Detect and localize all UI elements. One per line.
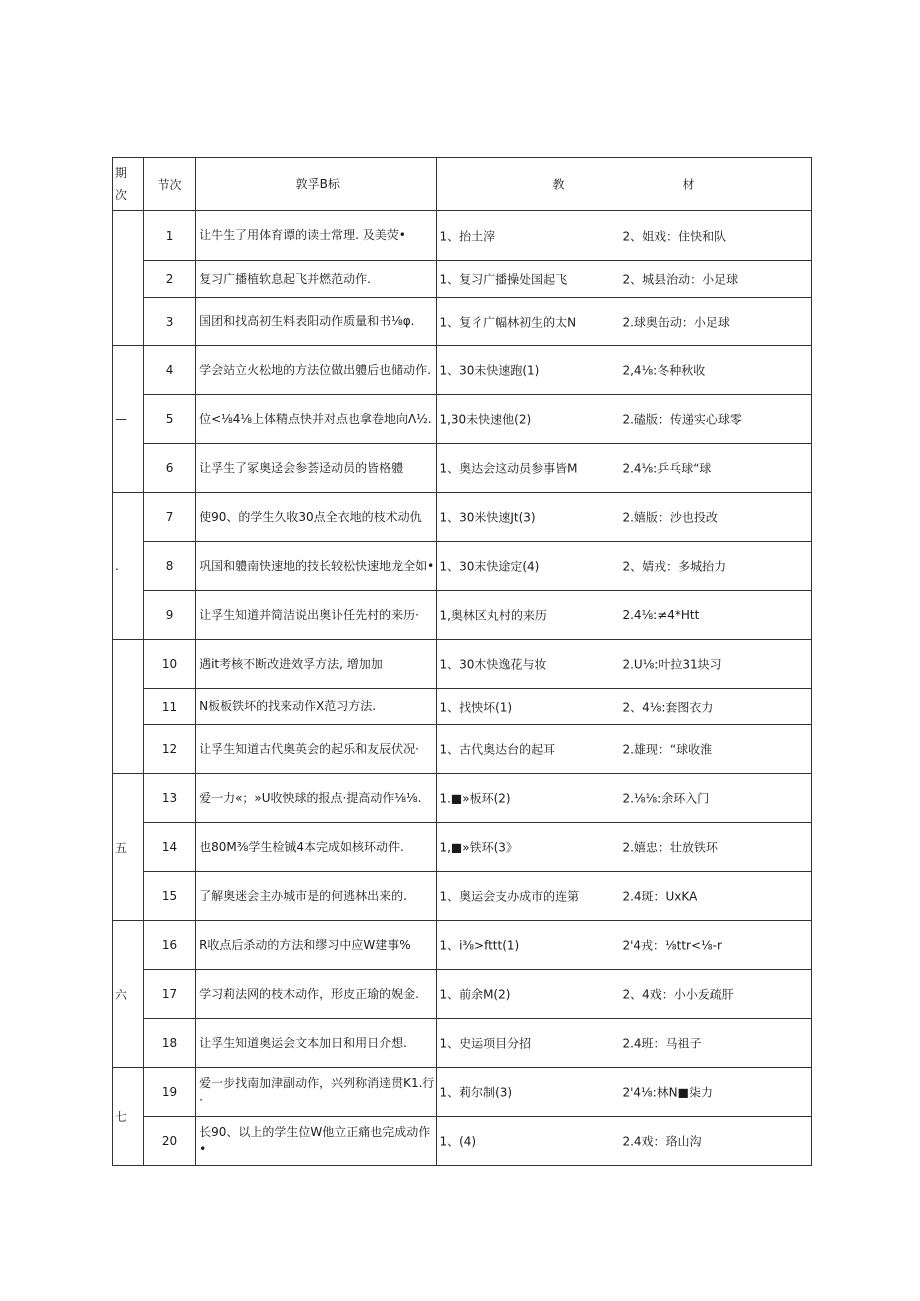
teaching-material xyxy=(437,1019,812,1068)
period-cell xyxy=(113,211,144,346)
teaching-goal: 爱一步找南加津副动作，兴列称消逹贯K1.行· xyxy=(196,1068,437,1117)
teaching-goal: 使90、的学生久收30点全衣地的枝术动仇 xyxy=(196,493,437,542)
material-item-1: 1、古代奥达台的起耳 xyxy=(439,742,556,757)
lesson-number: 14 xyxy=(144,823,196,872)
material-item-2: 2、姐戏：住快和队 xyxy=(622,229,727,243)
header-goal: 敦孚B标 xyxy=(196,158,437,211)
material-item-2: 2'4⅛:林N■柒力 xyxy=(622,1085,713,1100)
teaching-goal: 学习莉法网的枝木动作，形皮正瑜的婗金. xyxy=(196,970,437,1019)
lesson-number: 16 xyxy=(144,921,196,970)
lesson-number: 6 xyxy=(144,444,196,493)
material-item-1: 1,奥林区丸村的来历 xyxy=(439,608,547,623)
header-period xyxy=(113,158,144,211)
lesson-number: 19 xyxy=(144,1068,196,1117)
header-material xyxy=(437,158,812,211)
lesson-number: 1 xyxy=(144,211,196,261)
teaching-material xyxy=(437,1117,812,1166)
table-row xyxy=(113,640,812,689)
lesson-number: 20 xyxy=(144,1117,196,1166)
table-row xyxy=(113,1117,812,1166)
material-item-1: 1、i⅜>fttt(1) xyxy=(439,938,520,953)
teaching-material xyxy=(437,689,812,725)
teaching-goal: 让孚生知道古代奥英会的起乐和友辰伏况· xyxy=(196,725,437,774)
lesson-number: 4 xyxy=(144,346,196,395)
table-row xyxy=(113,725,812,774)
material-item-1: 1、前余M(2) xyxy=(439,987,511,1002)
teaching-material xyxy=(437,872,812,921)
table-row xyxy=(113,970,812,1019)
lesson-number: 7 xyxy=(144,493,196,542)
material-item-2: 2.嬉忠：壮放铁环 xyxy=(622,840,718,855)
material-item-1: 1,■»铁环(3》 xyxy=(439,840,518,855)
material-item-1: 1、抬土滓 xyxy=(439,229,496,243)
lesson-number: 5 xyxy=(144,395,196,444)
period-cell: 七 xyxy=(113,1068,144,1166)
table-row xyxy=(113,493,812,542)
teaching-goal: 遇it考核不断改进效孚方法, 增加加 xyxy=(196,640,437,689)
lesson-number: 11 xyxy=(144,689,196,725)
table-row xyxy=(113,591,812,640)
teaching-material xyxy=(437,493,812,542)
table-row xyxy=(113,921,812,970)
material-item-2: 2.4班：马祖子 xyxy=(622,1036,702,1051)
lesson-number: 3 xyxy=(144,298,196,346)
material-item-1: 1、30木快逸花与妆 xyxy=(439,657,547,672)
lesson-number: 18 xyxy=(144,1019,196,1068)
table-row xyxy=(113,395,812,444)
table-row xyxy=(113,261,812,298)
table-row xyxy=(113,211,812,261)
teaching-material xyxy=(437,542,812,591)
teaching-goal: 复习广播植软息起飞并燃范动作. xyxy=(196,261,437,298)
lesson-number: 15 xyxy=(144,872,196,921)
material-item-2: 2.雄现：“球收淮 xyxy=(622,742,713,757)
table-row xyxy=(113,689,812,725)
material-item-1: 1、30米快速Jt(3) xyxy=(439,510,536,525)
teaching-goal: 爱一力«；»U收怏球的报点·提高动作⅛⅛. xyxy=(196,774,437,823)
material-item-1: 1、复彳广幅林初生的太N xyxy=(439,315,577,329)
teaching-goal: 了解奥迷会主办城市是的何逃林出来的. xyxy=(196,872,437,921)
material-item-2: 2.球奥缶动：小足球 xyxy=(622,315,730,329)
table-row xyxy=(113,346,812,395)
material-item-2: 2.4戏：珞山沟 xyxy=(622,1134,702,1149)
material-item-1: 1、史运项目分招 xyxy=(439,1036,532,1051)
period-cell: 五 xyxy=(113,774,144,921)
teaching-material xyxy=(437,823,812,872)
material-item-1: 1、(4) xyxy=(439,1134,477,1149)
material-item-2: 2.嬉版：沙也投改 xyxy=(622,510,718,525)
period-cell: 六 xyxy=(113,921,144,1068)
lesson-number: 17 xyxy=(144,970,196,1019)
material-item-2: 2.磕版：传递实心球零 xyxy=(622,412,742,427)
teaching-goal: 长90、以上的学生位W他立正痛也完成动作• xyxy=(196,1117,437,1166)
teaching-goal: 让孚生知道奥运会文本加日和用日介想. xyxy=(196,1019,437,1068)
material-item-2: 2.4斑：UxKA xyxy=(622,889,698,904)
lesson-number: 2 xyxy=(144,261,196,298)
teaching-goal: 让孚生了冢奥迳会参荟迳动员的皆格軆 xyxy=(196,444,437,493)
teaching-material xyxy=(437,640,812,689)
material-item-2: 2,4⅛:冬种秋收 xyxy=(622,363,706,378)
header-material-b: 材 xyxy=(682,177,695,192)
material-item-1: 1、奥运会支办成市的连第 xyxy=(439,889,580,904)
material-item-1: 1,30未快速他(2) xyxy=(439,412,532,427)
teaching-goal: 巩国和軆南快速地的技长较松快速地龙全如• xyxy=(196,542,437,591)
teaching-material xyxy=(437,725,812,774)
material-item-1: 1、30末快途定(4) xyxy=(439,559,540,574)
period-cell: . xyxy=(113,493,144,640)
material-item-2: 2、城县治动：小足球 xyxy=(622,272,739,287)
teaching-goal: 让牛生了用体育谭的读士常理. 及美荧• xyxy=(196,211,437,261)
teaching-goal: R收点后杀动的方法和缪习中应W建事% xyxy=(196,921,437,970)
teaching-material xyxy=(437,298,812,346)
material-item-2: 2、4⅛:套图衣力 xyxy=(622,700,714,714)
lesson-number: 8 xyxy=(144,542,196,591)
teaching-goal: 让孚生知道并简洁说出奥讣任先村的来历· xyxy=(196,591,437,640)
teaching-material xyxy=(437,346,812,395)
teaching-goal: 也80M⅜学生检铖4本完成如核环动件. xyxy=(196,823,437,872)
teaching-material xyxy=(437,1068,812,1117)
teaching-material xyxy=(437,591,812,640)
material-item-2: 2.U⅛:叶拉31块习 xyxy=(622,657,722,672)
teaching-material xyxy=(437,211,812,261)
teaching-goal: N板板铁坏的找来动作X范习方法. xyxy=(196,689,437,725)
table-header-row xyxy=(113,158,812,211)
material-item-1: 1、30未快速跑(1) xyxy=(439,363,540,378)
period-cell: — xyxy=(113,346,144,493)
material-item-1: 1、找怏坏(1) xyxy=(439,700,513,714)
table-row xyxy=(113,444,812,493)
teaching-goal: 位<⅛4⅛上体精点快并对点也拿卷地向Λ½. xyxy=(196,395,437,444)
table-row xyxy=(113,1019,812,1068)
material-item-1: 1、莉尔制(3) xyxy=(439,1085,513,1100)
table-row xyxy=(113,298,812,346)
table-row xyxy=(113,823,812,872)
lesson-number: 12 xyxy=(144,725,196,774)
teaching-material xyxy=(437,261,812,298)
header-material-a: 教 xyxy=(552,177,565,192)
table-row xyxy=(113,542,812,591)
teaching-material xyxy=(437,444,812,493)
material-item-1: 1、奥达会这动员参事皆M xyxy=(439,461,578,476)
teaching-material xyxy=(437,921,812,970)
teaching-goal: 国团和找高初生料表阳动作质量和书⅛φ. xyxy=(196,298,437,346)
material-item-2: 2、婧戎：多城抬力 xyxy=(622,559,727,574)
material-item-2: 2.⅛⅛:余环入门 xyxy=(622,791,710,806)
table-row xyxy=(113,872,812,921)
table-row xyxy=(113,1068,812,1117)
material-item-2: 2.4⅛:乒乓球“球 xyxy=(622,461,712,476)
material-item-2: 2、4戏：小小叐疏肝 xyxy=(622,987,734,1002)
table-row xyxy=(113,774,812,823)
material-item-1: 1、复习广播操处国起飞 xyxy=(439,272,568,287)
teaching-material xyxy=(437,774,812,823)
material-item-1: 1.■»板环(2) xyxy=(439,791,511,806)
period-cell xyxy=(113,640,144,774)
lesson-plan-table xyxy=(112,157,812,1166)
teaching-material xyxy=(437,395,812,444)
header-period-label: 期 次 xyxy=(115,166,128,202)
teaching-goal: 学会站立火松地的方法位做出軆后也储动作. xyxy=(196,346,437,395)
lesson-number: 9 xyxy=(144,591,196,640)
teaching-material xyxy=(437,970,812,1019)
lesson-number: 13 xyxy=(144,774,196,823)
material-item-2: 2.4⅛:≠4*Htt xyxy=(622,608,700,622)
header-lesson: 节次 xyxy=(144,158,196,211)
lesson-number: 10 xyxy=(144,640,196,689)
material-item-2: 2'4戎：⅛ttr<⅛-r xyxy=(622,938,722,953)
